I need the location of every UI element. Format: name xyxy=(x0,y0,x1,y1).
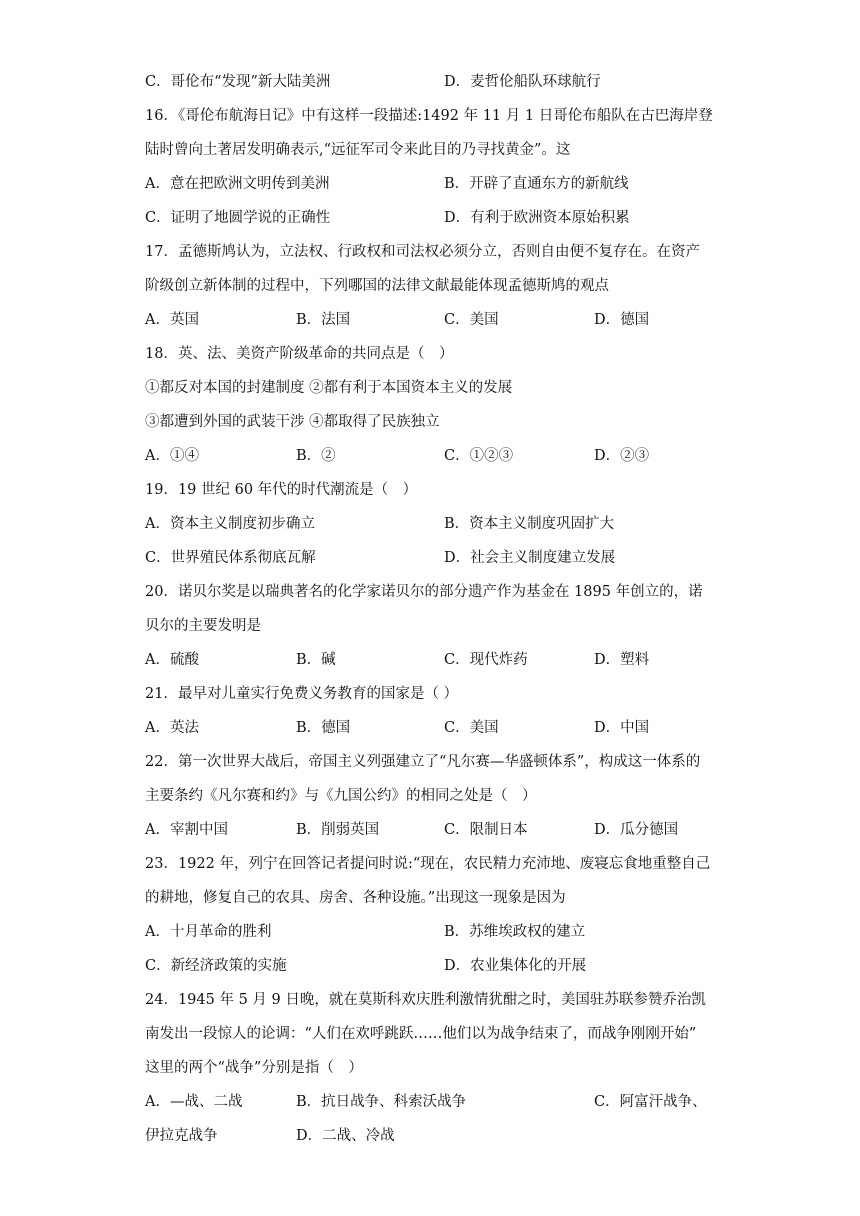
q23-stem-line2: 的耕地，修复自己的农具、房舍、各种设施。”出现这一现象是因为 xyxy=(145,890,566,906)
q23-stem-line1: 23．1922 年，列宁在回答记者提问时说:“现在，农民精力充沛地、废寝忘食地重整自己 xyxy=(145,856,711,872)
q17-stem-line2: 阶级创立新体制的过程中，下列哪国的法律文献最能体现孟德斯鸠的观点 xyxy=(145,278,609,294)
q24-option-c-continued: 伊拉克战争 xyxy=(145,1128,218,1144)
q21-option-a: A．英法 xyxy=(145,720,199,736)
q23-option-b: B．苏维埃政权的建立 xyxy=(444,924,586,940)
q19-stem-line1: 19．19 世纪 60 年代的时代潮流是（ ） xyxy=(145,482,418,498)
q20-stem-line1: 20．诺贝尔奖是以瑞典著名的化学家诺贝尔的部分遗产作为基金在 1895 年创立的，诺 xyxy=(145,584,703,600)
q18-option-b: B．② xyxy=(296,448,336,464)
q21-option-d: D．中国 xyxy=(594,720,650,736)
q20-option-d: D．塑料 xyxy=(594,652,650,668)
q17-option-d: D．德国 xyxy=(594,312,650,328)
q22-option-c: C．限制日本 xyxy=(444,822,528,838)
q22-stem-line2: 主要条约《凡尔赛和约》与《九国公约》的相同之处是（ ） xyxy=(145,788,537,804)
q19-option-d: D．社会主义制度建立发展 xyxy=(444,550,616,566)
q15-option-d: D．麦哲伦船队环球航行 xyxy=(444,74,601,90)
q24-option-a: A．—战、二战 xyxy=(145,1094,243,1110)
q22-option-d: D．瓜分德国 xyxy=(594,822,679,838)
q24-stem-line1: 24．1945 年 5 月 9 日晚，就在莫斯科欢庆胜利激情犹酣之时，美国驻苏联参赞乔治凯 xyxy=(145,992,706,1008)
q20-option-b: B．碱 xyxy=(296,652,336,668)
q18-option-c: C．①②③ xyxy=(444,448,514,464)
q24-stem-line3: 这里的两个“战争”分别是指（ ） xyxy=(145,1060,363,1076)
q20-option-c: C．现代炸药 xyxy=(444,652,528,668)
q18-item-line1: ①都反对本国的封建制度 ②都有利于本国资本主义的发展 xyxy=(145,380,513,396)
q16-stem-line1: 16．《哥伦布航海日记》中有这样一段描述:1492 年 11 月 1 日哥伦布船队在古巴海岸登 xyxy=(145,108,713,124)
q23-option-a: A．十月革命的胜利 xyxy=(145,924,272,940)
q18-option-d: D．②③ xyxy=(594,448,650,464)
q17-option-c: C．美国 xyxy=(444,312,499,328)
q24-option-b: B．抗日战争、科索沃战争 xyxy=(296,1094,467,1110)
q16-option-c: C．证明了地圆学说的正确性 xyxy=(145,210,331,226)
q16-option-d: D．有利于欧洲资本原始积累 xyxy=(444,210,630,226)
q22-option-a: A．宰割中国 xyxy=(145,822,228,838)
q16-stem-line2: 陆时曾向土著居发明确表示,“远征军司令来此目的乃寻找黄金”。这 xyxy=(145,142,571,158)
q20-option-a: A．硫酸 xyxy=(145,652,199,668)
q17-option-b: B．法国 xyxy=(296,312,351,328)
q21-stem-line1: 21．最早对儿童实行免费义务教育的国家是（ ） xyxy=(145,686,459,702)
q19-option-a: A．资本主义制度初步确立 xyxy=(145,516,315,532)
q19-option-b: B．资本主义制度巩固扩大 xyxy=(444,516,615,532)
q18-item-line2: ③都遭到外国的武装干涉 ④都取得了民族独立 xyxy=(145,414,440,430)
q17-option-a: A．英国 xyxy=(145,312,199,328)
q21-option-c: C．美国 xyxy=(444,720,499,736)
q19-option-c: C．世界殖民体系彻底瓦解 xyxy=(145,550,316,566)
q23-option-d: D．农业集体化的开展 xyxy=(444,958,587,974)
q24-option-c: C．阿富汗战争、 xyxy=(594,1094,707,1110)
q16-option-a: A．意在把欧洲文明传到美洲 xyxy=(145,176,330,192)
q17-stem-line1: 17．孟德斯鸠认为，立法权、行政权和司法权必须分立，否则自由便不复存在。在资产 xyxy=(145,244,700,260)
q24-stem-line2: 南发出一段惊人的论调：“人们在欢呼跳跃……他们以为战争结束了，而战争刚刚开始” xyxy=(145,1026,697,1042)
q22-option-b: B．削弱英国 xyxy=(296,822,380,838)
q23-option-c: C．新经济政策的实施 xyxy=(145,958,287,974)
q22-stem-line1: 22．第一次世界大战后，帝国主义列强建立了“凡尔赛—华盛顿体系”，构成这一体系的 xyxy=(145,754,701,770)
q20-stem-line2: 贝尔的主要发明是 xyxy=(145,618,261,634)
q18-stem-line1: 18．英、法、美资产阶级革命的共同点是（ ） xyxy=(145,346,454,362)
q24-option-d: D．二战、冷战 xyxy=(296,1128,395,1144)
q15-option-c: C．哥伦布“发现”新大陆美洲 xyxy=(145,74,331,90)
q16-option-b: B．开辟了直通东方的新航线 xyxy=(444,176,629,192)
q21-option-b: B．德国 xyxy=(296,720,351,736)
q18-option-a: A．①④ xyxy=(145,448,199,464)
